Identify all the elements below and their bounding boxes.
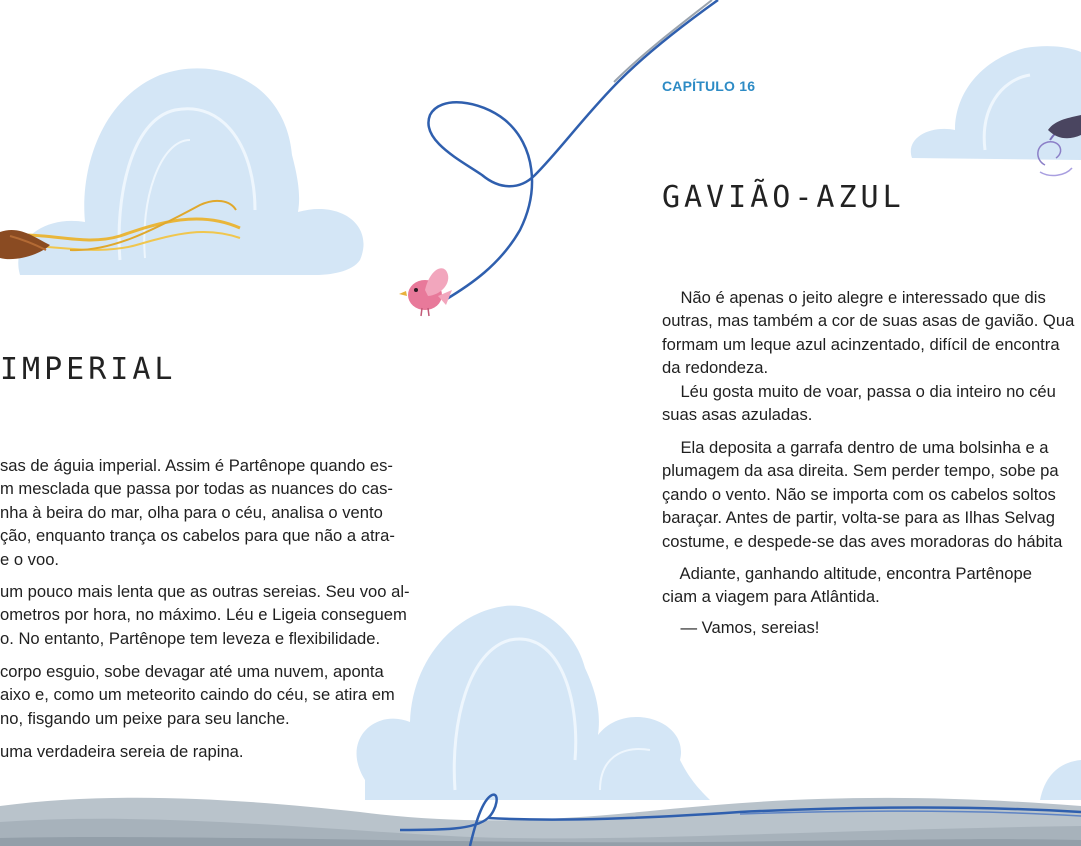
text-line: uma verdadeira sereia de rapina. xyxy=(0,741,244,761)
text-line: corpo esguio, sobe devagar até uma nuvem, aponta xyxy=(0,661,384,681)
text-line: ometros por hora, no máximo. Léu e Ligeia conseguem xyxy=(0,605,407,625)
right-paragraph-3 xyxy=(662,412,1062,554)
text-line: aixo e, como um meteorito caindo do céu, se atira em xyxy=(0,685,395,705)
text-line: da redondeza. xyxy=(662,358,769,378)
text-line: o. No entanto, Partênope tem leveza e flexibilidade. xyxy=(0,628,381,648)
text-line: — Vamos, sereias! xyxy=(662,617,820,637)
text-line: e o voo. xyxy=(0,549,60,569)
text-line: m mesclada que passa por todas as nuances do cas- xyxy=(0,479,393,499)
text-line: baraçar. Antes de partir, volta-se para as Ilhas Selvag xyxy=(662,508,1055,528)
text-line: Não é apenas o jeito alegre e interessado que dis xyxy=(662,287,1046,307)
text-line: Adiante, ganhando altitude, encontra Partênope xyxy=(662,563,1032,583)
text-line: nha à beira do mar, olha para o céu, analisa o vento xyxy=(0,502,383,522)
text-line: çando o vento. Não se importa com os cabelos soltos xyxy=(662,484,1056,504)
text-line: no, fisgando um peixe para seu lanche. xyxy=(0,708,290,728)
text-line: costume, e despede-se das aves moradoras do hábita xyxy=(662,531,1063,551)
text-line: um pouco mais lenta que as outras sereias. Seu voo al- xyxy=(0,581,410,601)
text-line: ção, enquanto trança os cabelos para que não a atra- xyxy=(0,526,395,546)
text-line: suas asas azuladas. xyxy=(662,405,813,425)
text-line: Léu gosta muito de voar, passa o dia inteiro no céu xyxy=(662,381,1056,401)
right-paragraph-5 xyxy=(662,592,819,639)
left-page-title: IMPERIAL xyxy=(0,352,177,387)
left-paragraph-1 xyxy=(0,430,395,572)
right-page-title: GAVIÃO-AZUL xyxy=(662,180,905,215)
left-paragraph-4 xyxy=(0,716,244,763)
text-line: Ela deposita a garrafa dentro de uma bolsinha e a xyxy=(662,437,1049,457)
text-line: outras, mas também a cor de suas asas de gavião. Qua xyxy=(662,311,1075,331)
text-line: ciam a viagem para Atlântida. xyxy=(662,587,880,607)
chapter-label: CAPÍTULO 16 xyxy=(662,78,756,94)
right-page xyxy=(540,0,1081,846)
text-line: formam um leque azul acinzentado, difícil de encontra xyxy=(662,334,1060,354)
left-page xyxy=(0,0,540,846)
text-line: sas de águia imperial. Assim é Partênope quando es- xyxy=(0,455,393,475)
text-line: plumagem da asa direita. Sem perder tempo, sobe pa xyxy=(662,461,1059,481)
